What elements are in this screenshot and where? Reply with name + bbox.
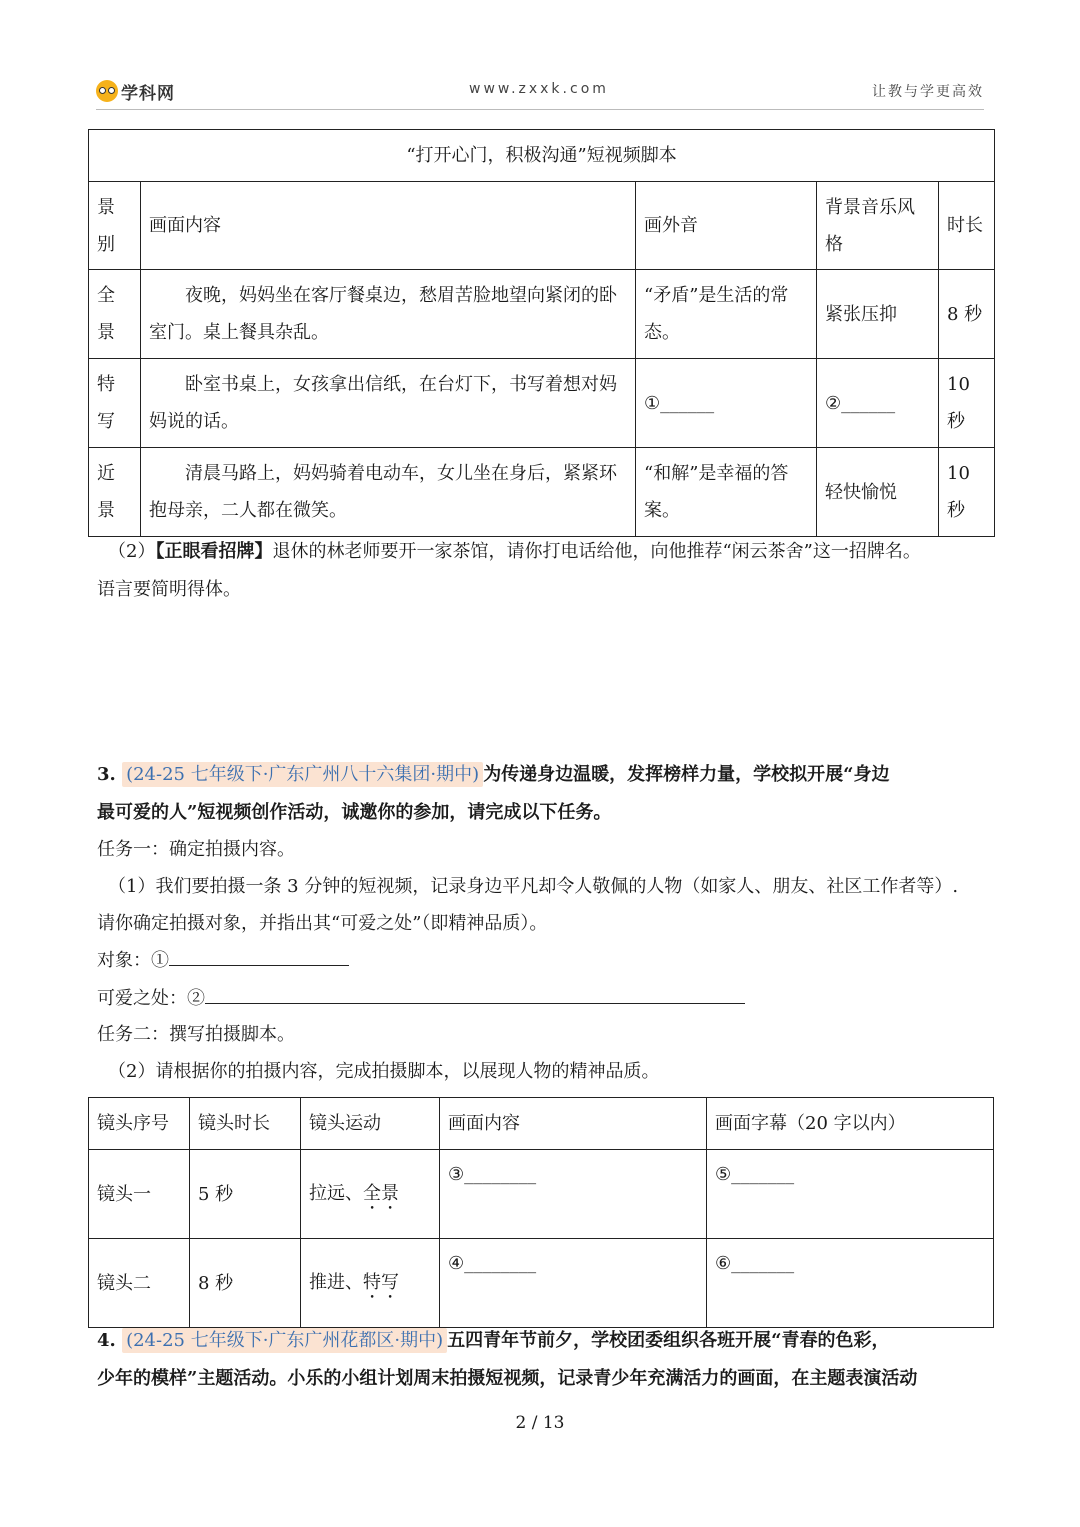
header-cell: 画面内容 <box>141 182 636 270</box>
q3-stem-line1 <box>97 756 890 793</box>
q4-number: 4. <box>97 1330 116 1351</box>
logo-text: 学科网 <box>121 83 175 104</box>
duration-cell: 8 秒 <box>939 270 995 359</box>
q3-sub2: （2）请根据你的拍摄内容，完成拍摄脚本，以展现人物的精神品质。 <box>108 1061 660 1082</box>
table-row <box>89 1239 994 1328</box>
camera-move-cell <box>301 1239 440 1328</box>
shooting-script-table <box>88 1097 994 1328</box>
q3-number: 3. <box>97 764 116 785</box>
q2-text: 退休的林老师要开一家茶馆，请你打电话给他，向他推荐“闲云茶舍”这一招牌名。 <box>272 541 921 562</box>
shot-cell: 全景 <box>89 270 141 359</box>
content-cell: 夜晚，妈妈坐在客厅餐桌边，愁眉苦脸地望向紧闭的卧室门。桌上餐具杂乱。 <box>141 270 636 359</box>
header-cell: 景别 <box>89 182 141 270</box>
object-answer-blank[interactable] <box>169 945 349 966</box>
q2-line2: 语言要简明得体。 <box>97 579 241 600</box>
content-answer-blank[interactable]: ③________ <box>440 1150 707 1239</box>
content-cell: 卧室书桌上，女孩拿出信纸，在台灯下，书写着想对妈妈说的话。 <box>141 359 636 448</box>
lovely-line <box>97 980 745 1017</box>
header-cell: 镜头时长 <box>190 1098 301 1150</box>
header-cell: 画外音 <box>636 182 817 270</box>
shot-cell: 特写 <box>89 359 141 448</box>
header-cell: 镜头序号 <box>89 1098 190 1150</box>
header-cell: 画面字幕（20 字以内） <box>707 1098 994 1150</box>
page-number: 2 / 13 <box>515 1413 565 1433</box>
page-header <box>96 76 984 106</box>
camera-move-text: 拉远、 <box>309 1182 363 1204</box>
camera-move-cell <box>301 1150 440 1239</box>
content-cell: 清晨马路上，妈妈骑着电动车，女儿坐在身后，紧紧环抱母亲，二人都在微笑。 <box>141 448 636 537</box>
owl-logo-icon <box>96 80 118 102</box>
video-script-table <box>88 129 995 537</box>
q3-sub1-line2: 请你确定拍摄对象，并指出其“可爱之处”（即精神品质）。 <box>97 913 548 934</box>
shot-number-cell: 镜头二 <box>89 1239 190 1328</box>
table-row <box>89 359 995 448</box>
q2-topic-tag: 【正眼看招牌】 <box>155 541 273 562</box>
header-cell: 时长 <box>939 182 995 270</box>
music-cell: 轻快愉悦 <box>817 448 939 537</box>
q4-stem-line2: 少年的模样”主题活动。小乐的小组计划周末拍摄短视频，记录青少年充满活力的画面，在主题表演活动 <box>97 1368 918 1389</box>
music-cell: 紧张压抑 <box>817 270 939 359</box>
q2-number: （2） <box>108 541 156 562</box>
table-row <box>89 448 995 537</box>
q4-source-tag[interactable]: (24-25 七年级下·广东广州花都区·期中) <box>122 1328 447 1353</box>
shot-number-cell: 镜头一 <box>89 1150 190 1239</box>
camera-move-text: 推进、 <box>309 1271 363 1293</box>
voiceover-answer-blank[interactable]: ①______ <box>636 359 817 448</box>
object-line <box>97 942 349 979</box>
object-label: 对象：① <box>97 950 169 971</box>
camera-move-emphasis: 特写 <box>363 1271 399 1293</box>
table-row <box>89 270 995 359</box>
table-row <box>89 1150 994 1239</box>
caption-answer-blank[interactable]: ⑤_______ <box>707 1150 994 1239</box>
shot-duration-cell: 5 秒 <box>190 1150 301 1239</box>
q3-task1: 任务一：确定拍摄内容。 <box>97 839 295 860</box>
q3-source-tag[interactable]: (24-25 七年级下·广东广州八十六集团·期中) <box>122 762 483 787</box>
content-answer-blank[interactable]: ④________ <box>440 1239 707 1328</box>
lovely-answer-blank[interactable] <box>205 983 745 1004</box>
lovely-label: 可爱之处：② <box>97 988 205 1009</box>
duration-cell: 10 秒 <box>939 448 995 537</box>
header-cell: 背景音乐风格 <box>817 182 939 270</box>
table-header-row <box>89 1098 994 1150</box>
duration-cell: 10 秒 <box>939 359 995 448</box>
header-cell: 画面内容 <box>440 1098 707 1150</box>
q4-stem-line1 <box>97 1322 890 1359</box>
music-answer-blank[interactable]: ②______ <box>817 359 939 448</box>
q3-sub1-line1: （1）我们要拍摄一条 3 分钟的短视频，记录身边平凡却令人敬佩的人物（如家人、朋友、社区工作者等）. <box>108 876 959 897</box>
site-url: www.zxxk.com <box>469 81 609 97</box>
shot-cell: 近景 <box>89 448 141 537</box>
voiceover-cell: “和解”是幸福的答案。 <box>636 448 817 537</box>
shot-duration-cell: 8 秒 <box>190 1239 301 1328</box>
table-header-row <box>89 182 995 270</box>
header-cell: 镜头运动 <box>301 1098 440 1150</box>
header-divider <box>96 109 984 110</box>
slogan: 让教与学更高效 <box>872 84 984 100</box>
q2-line1 <box>108 533 921 570</box>
logo <box>96 76 175 106</box>
table-title: “打开心门，积极沟通”短视频脚本 <box>89 130 995 182</box>
caption-answer-blank[interactable]: ⑥_______ <box>707 1239 994 1328</box>
q3-stem-line2: 最可爱的人”短视频创作活动，诚邀你的参加，请完成以下任务。 <box>97 802 612 823</box>
q3-task2: 任务二：撰写拍摄脚本。 <box>97 1024 295 1045</box>
voiceover-cell: “矛盾”是生活的常态。 <box>636 270 817 359</box>
q3-stem: 为传递身边温暖，发挥榜样力量，学校拟开展“身边 <box>483 764 890 785</box>
q4-stem: 五四青年节前夕，学校团委组织各班开展“青春的色彩， <box>447 1330 890 1351</box>
camera-move-emphasis: 全景 <box>363 1182 399 1204</box>
